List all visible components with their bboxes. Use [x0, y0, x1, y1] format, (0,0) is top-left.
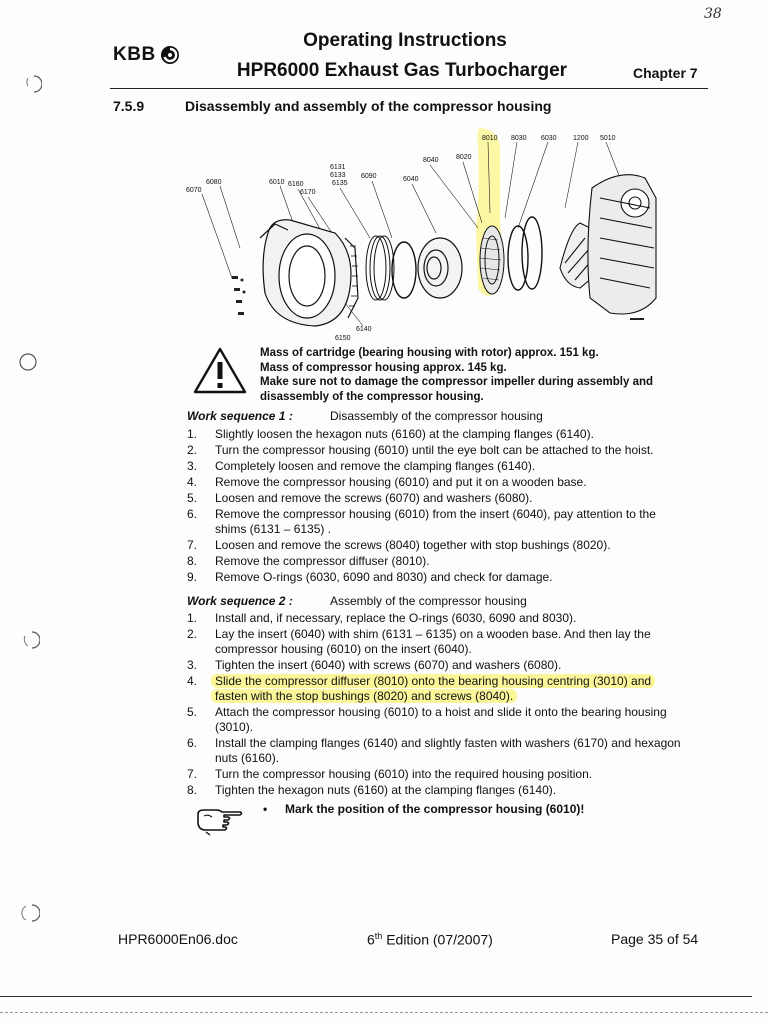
step-number: 8.	[187, 554, 198, 568]
document-subtitle: HPR6000 Exhaust Gas Turbocharger	[236, 60, 568, 81]
diagram-label: 6010	[269, 179, 285, 186]
work-sequence-title: Disassembly of the compressor housing	[330, 409, 543, 423]
diagram-label: 6131	[330, 164, 346, 171]
step-text	[215, 674, 682, 704]
step-number: 1.	[187, 611, 198, 625]
step-text: Lay the insert (6040) with shim (6131 – 6135) on a wooden base. And then lay the compressor housing (6010) on the insert (6040).	[215, 627, 651, 656]
edition-text: Edition (07/2007)	[382, 931, 493, 948]
warning-text	[260, 346, 710, 404]
edition-number: 6	[367, 931, 375, 948]
list-item	[187, 570, 682, 585]
step-text: Turn the compressor housing (6010) into the required housing position.	[215, 767, 593, 781]
exploded-view-diagram	[180, 128, 660, 343]
list-item	[187, 507, 682, 537]
footer-divider	[0, 996, 752, 997]
work-sequence-title: Assembly of the compressor housing	[330, 594, 527, 608]
step-number: 3.	[187, 658, 198, 672]
header-divider	[110, 88, 708, 89]
list-item highlighted-step	[187, 674, 682, 704]
company-logo	[113, 44, 180, 66]
diagram-label: 6133	[330, 172, 346, 179]
edition-suffix: th	[374, 931, 383, 941]
logo-text: KBB	[113, 44, 156, 65]
warning-line: Mass of cartridge (bearing housing with rotor) approx. 151 kg.	[260, 347, 599, 359]
handwritten-page-note: 38	[704, 6, 722, 22]
list-item	[187, 658, 682, 673]
step-text: Remove the compressor housing (6010) and put it on a wooden base.	[215, 475, 587, 489]
work-sequence-label: Work sequence 1 :	[187, 409, 293, 423]
pointing-hand-icon	[196, 806, 244, 836]
diagram-label: 6090	[361, 173, 377, 180]
step-text: Turn the compressor housing (6010) until the eye bolt can be attached to the hoist.	[215, 443, 654, 457]
step-number: 2.	[187, 443, 198, 457]
highlighted-step-text: Slide the compressor diffuser (8010) onto the bearing housing centring (3010) and fasten with the stop bushings (8020) and screws (8040).	[211, 674, 655, 703]
punch-hole-icon	[20, 630, 40, 650]
list-item	[187, 767, 682, 782]
diagram-label: 6140	[356, 326, 372, 333]
step-number: 5.	[187, 705, 198, 719]
step-number: 7.	[187, 767, 198, 781]
footer-page-number: Page 35 of 54	[611, 931, 699, 947]
list-item	[187, 705, 682, 735]
footer-document-name: HPR6000En06.doc	[118, 931, 238, 947]
step-text: Attach the compressor housing (6010) to a hoist and slide it onto the bearing housing (3010).	[215, 705, 667, 734]
step-number: 4.	[187, 475, 198, 489]
diagram-label: 6150	[335, 335, 351, 342]
document-title: Operating Instructions	[303, 30, 507, 51]
scan-edge-line	[0, 1012, 768, 1013]
step-number: 6.	[187, 507, 198, 521]
diagram-label: 6070	[186, 187, 202, 194]
list-item	[187, 611, 682, 626]
punch-hole-icon	[22, 74, 42, 94]
diagram-label: 8040	[423, 157, 439, 164]
punch-hole-icon	[20, 903, 40, 923]
warning-line: Mass of compressor housing approx. 145 kg.	[260, 361, 507, 374]
step-number: 9.	[187, 570, 198, 584]
diagram-label: 1200	[573, 135, 589, 142]
work-sequence-1-heading	[187, 409, 543, 423]
diagram-label: 6040	[403, 176, 419, 183]
step-number: 7.	[187, 538, 198, 552]
step-text: Loosen and remove the screws (6070) and washers (6080).	[215, 491, 533, 505]
list-item	[187, 427, 682, 442]
note-bullet: •	[263, 802, 268, 816]
diagram-label: 8010	[482, 135, 498, 142]
chapter-label: Chapter 7	[633, 65, 698, 81]
diagram-label: 6170	[300, 189, 316, 196]
step-text: Slightly loosen the hexagon nuts (6160) at the clamping flanges (6140).	[215, 427, 594, 441]
warning-triangle-icon	[192, 346, 248, 396]
section-title: Disassembly and assembly of the compressor housing	[185, 98, 552, 114]
diagram-label: 8020	[456, 154, 472, 161]
list-item	[187, 538, 682, 553]
step-text: Tighten the hexagon nuts (6160) at the clamping flanges (6140).	[215, 783, 557, 797]
diagram-label: 8030	[511, 135, 527, 142]
step-text: Remove the compressor housing (6010) from the insert (6040), pay attention to the shims (6131 – 6135) .	[215, 507, 656, 536]
list-item	[187, 554, 682, 569]
list-item	[187, 491, 682, 506]
diagram-label: 6160	[288, 181, 304, 188]
list-item	[187, 475, 682, 490]
step-text: Remove O-rings (6030, 6090 and 8030) and check for damage.	[215, 570, 553, 584]
note-text: Mark the position of the compressor housing (6010)!	[285, 802, 585, 816]
diagram-label: 5010	[600, 135, 616, 142]
work-sequence-2-heading	[187, 594, 527, 608]
diagram-label: 6135	[332, 180, 348, 187]
diagram-label: 6030	[541, 135, 557, 142]
list-item	[187, 627, 682, 657]
list-item	[187, 443, 682, 458]
punch-hole-icon	[18, 352, 38, 372]
step-number: 3.	[187, 459, 198, 473]
step-number: 5.	[187, 491, 198, 505]
diagram-label: 6080	[206, 179, 222, 186]
step-text: Install the clamping flanges (6140) and slightly fasten with washers (6170) and hexagon nuts (6160).	[215, 736, 681, 765]
warning-line: Make sure not to damage the compressor impeller during assembly and disassembly of the compressor housing.	[260, 376, 654, 403]
step-number: 4.	[187, 674, 198, 688]
footer-edition	[367, 931, 493, 948]
work-sequence-label: Work sequence 2 :	[187, 594, 293, 608]
step-text: Remove the compressor diffuser (8010).	[215, 554, 430, 568]
step-text: Completely loosen and remove the clamping flanges (6140).	[215, 459, 536, 473]
step-text: Tighten the insert (6040) with screws (6070) and washers (6080).	[215, 658, 562, 672]
step-number: 8.	[187, 783, 198, 797]
step-number: 6.	[187, 736, 198, 750]
step-number: 1.	[187, 427, 198, 441]
section-number: 7.5.9	[113, 98, 145, 114]
kbb-swirl-logo-icon	[160, 45, 180, 65]
list-item	[187, 783, 682, 798]
step-text: Install and, if necessary, replace the O-rings (6030, 6090 and 8030).	[215, 611, 577, 625]
list-item	[187, 459, 682, 474]
step-text: Loosen and remove the screws (8040) together with stop bushings (8020).	[215, 538, 611, 552]
step-number: 2.	[187, 627, 198, 641]
list-item	[187, 736, 682, 766]
